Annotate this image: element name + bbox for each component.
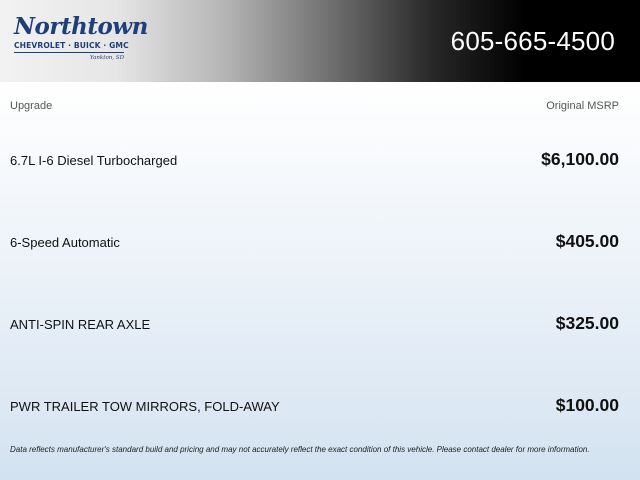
logo-script-text: Northtown [14,13,148,40]
column-header-msrp: Original MSRP [546,100,619,112]
dealer-phone[interactable]: 605-665-4500 [450,26,615,56]
column-header-upgrade: Upgrade [10,100,53,112]
upgrade-name: PWR TRAILER TOW MIRRORS, FOLD-AWAY [10,399,280,414]
header-banner [0,0,640,82]
upgrade-price: $325.00 [555,313,619,333]
upgrade-row [0,146,640,174]
upgrade-name: 6.7L I-6 Diesel Turbocharged [10,153,178,168]
logo-city-text: Yankton, SD [89,55,124,61]
upgrade-price: $6,100.00 [541,149,619,169]
upgrade-name: 6-Speed Automatic [10,235,120,250]
logo-divider [14,52,124,53]
upgrade-row [0,310,640,338]
disclaimer-text: Data reflects manufacturer's standard build and pricing and may not accurately reflect the exact condition of this vehicle. Please contact dealer for more information. [10,445,590,454]
upgrade-row [0,228,640,256]
upgrade-price: $405.00 [555,231,619,251]
upgrade-row [0,392,640,420]
upgrade-name: ANTI-SPIN REAR AXLE [10,317,151,332]
dealer-logo[interactable] [14,13,148,66]
upgrade-price: $100.00 [555,395,619,415]
logo-brands-text: CHEVROLET · BUICK · GMC [14,41,129,50]
